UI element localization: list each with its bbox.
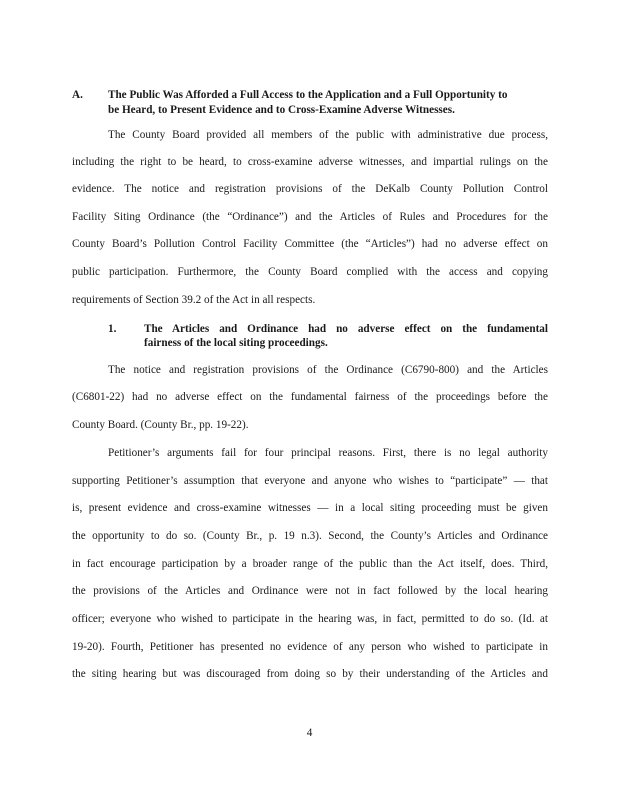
section-a-title-line1: The Public Was Afforded a Full Access to the Application and a Full Opportunity to (108, 89, 508, 101)
section-1-title-line2: fairness of the local siting proceedings. (144, 337, 328, 349)
paragraph3-line: the provisions of the Articles and Ordinance were not in fact followed by the local hearing (72, 585, 548, 597)
page-number: 4 (306, 727, 313, 739)
section-1-title-line1: The Articles and Ordinance had no adverse effect on the fundamental (144, 323, 548, 335)
paragraph1-line: including the right to be heard, to cross-examine adverse witnesses, and impartial rulings on the (72, 156, 548, 168)
paragraph1-line: public participation. Furthermore, the County Board complied with the access and copying (72, 266, 548, 278)
paragraph2-line: The notice and registration provisions of the Ordinance (C6790-800) and the Articles (108, 364, 548, 376)
paragraph3-line: is, present evidence and cross-examine witnesses — in a local siting proceeding must be given (72, 502, 548, 514)
paragraph3-line: the opportunity to do so. (County Br., p. 19 n.3). Second, the County’s Articles and Ordinance (72, 530, 548, 542)
paragraph3-line: Petitioner’s arguments fail for four principal reasons. First, there is no legal authority (108, 447, 548, 459)
paragraph3-line: officer; everyone who wished to participate in the hearing was, in fact, permitted to do so. (Id. at (72, 613, 548, 625)
paragraph3-line: the siting hearing but was discouraged from doing so by their understanding of the Articles and (72, 668, 548, 680)
section-1-number: 1. (108, 323, 117, 335)
paragraph2-line: (C6801-22) had no adverse effect on the fundamental fairness of the proceedings before the (72, 391, 548, 403)
paragraph2-line: County Board. (County Br., pp. 19-22). (72, 419, 249, 431)
section-a-number: A. (72, 89, 83, 101)
paragraph1-line: The County Board provided all members of the public with administrative due process, (108, 129, 548, 141)
paragraph1-line: evidence. The notice and registration provisions of the DeKalb County Pollution Control (72, 183, 548, 195)
paragraph3-line: in fact encourage participation by a broader range of the public than the Act itself, does. Third, (72, 558, 548, 570)
paragraph1-line: requirements of Section 39.2 of the Act in all respects. (72, 294, 316, 306)
paragraph3-line: supporting Petitioner’s assumption that everyone and anyone who wishes to “participate” — that (72, 475, 548, 487)
section-a-title-line2: be Heard, to Present Evidence and to Cross-Examine Adverse Witnesses. (108, 104, 455, 116)
paragraph1-line: Facility Siting Ordinance (the “Ordinance”) and the Articles of Rules and Procedures for the (72, 211, 548, 223)
paragraph3-line: 19-20). Fourth, Petitioner has presented no evidence of any person who wished to participate in (72, 641, 548, 653)
paragraph1-line: County Board’s Pollution Control Facility Committee (the “Articles”) had no adverse effect on (72, 238, 548, 250)
